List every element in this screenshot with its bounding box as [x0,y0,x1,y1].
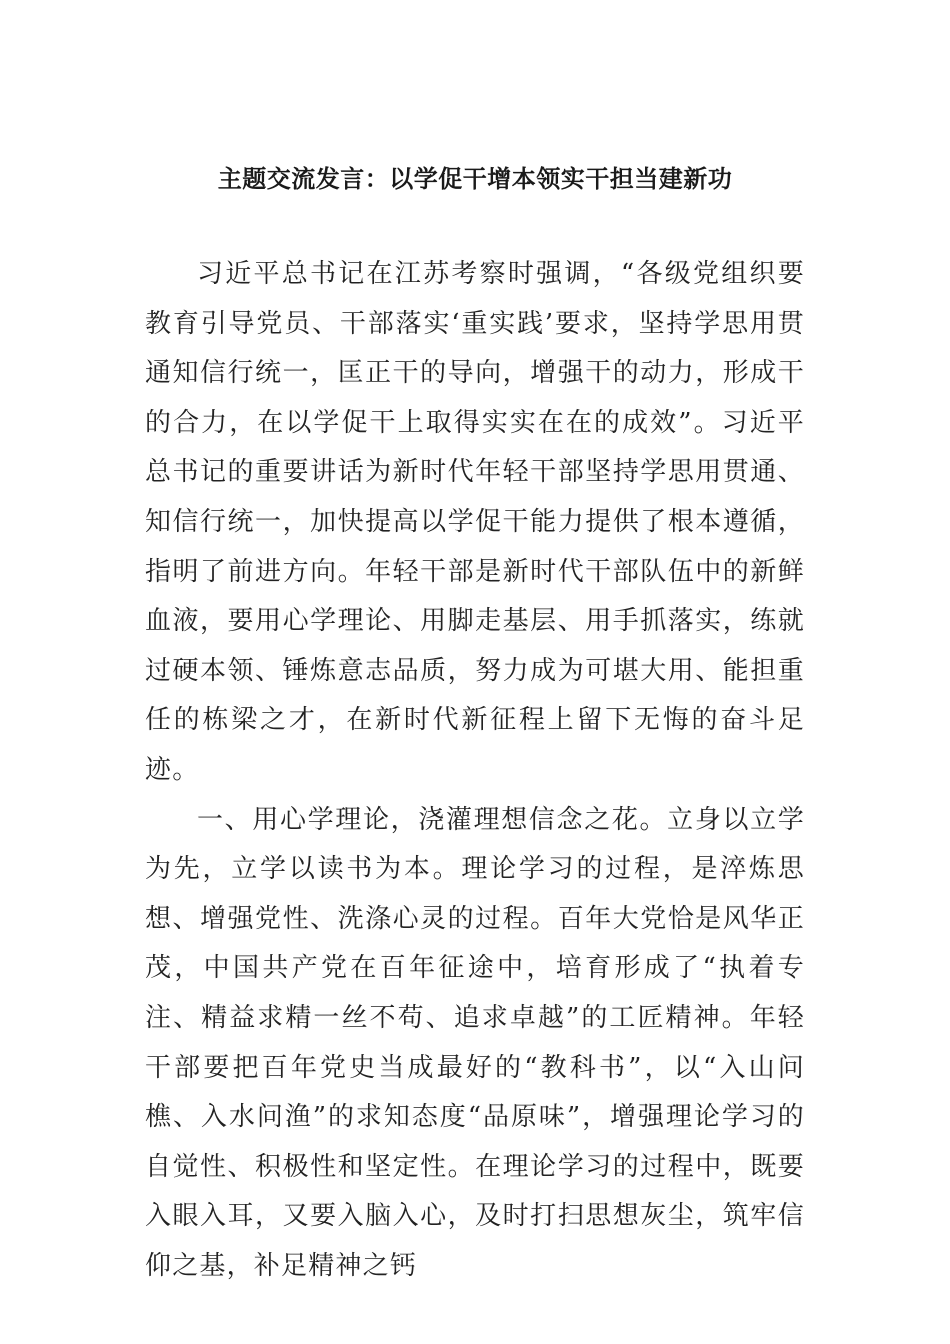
document-title: 主题交流发言：以学促干增本领实干担当建新功 [217,165,733,193]
paragraph-section-one: 一、用心学理论，浇灌理想信念之花。立身以立学为先，立学以读书为本。理论学习的过程，是淬炼思想、增强党性、洗涤心灵的过程。百年大党恰是风华正茂，中国共产党在百年征途中，培育形成了“执着专注、精益求精一丝不苟、追求卓越”的工匠精神。年轻干部要把百年党史当成最好的“教科书”，以“入山问樵、入水问渔”的求知态度“品原味”，增强理论学习的自觉性、积极性和坚定性。在理论学习的过程中，既要入眼入耳，又要入脑入心，及时打扫思想灰尘，筑牢信仰之基，补足精神之钙 [145,804,805,1281]
document-body [145,250,805,1291]
paragraph-intro: 习近平总书记在江苏考察时强调，“各级党组织要教育引导党员、干部落实‘重实践’要求，坚持学思用贯通知信行统一，匡正干的导向，增强干的动力，形成干的合力，在以学促干上取得实实在在的成效”。习近平总书记的重要讲话为新时代年轻干部坚持学思用贯通、知信行统一，加快提高以学促干能力提供了根本遵循，指明了前进方向。年轻干部是新时代干部队伍中的新鲜血液，要用心学理论、用脚走基层、用手抓落实，练就过硬本领、锤炼意志品质，努力成为可堪大用、能担重任的栋梁之才，在新时代新征程上留下无悔的奋斗足迹。 [145,259,805,785]
